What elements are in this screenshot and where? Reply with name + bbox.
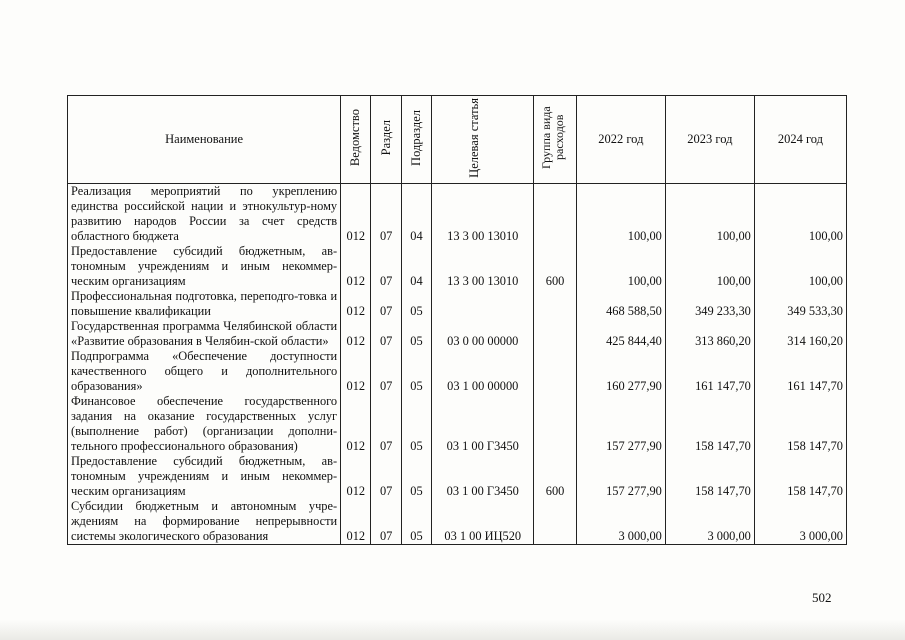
budget-table (67, 95, 847, 545)
row-target: 13 3 00 13010 (432, 184, 534, 245)
row-2023: 313 860,20 (665, 319, 754, 349)
table-row (68, 454, 847, 499)
row-2023: 158 147,70 (665, 394, 754, 454)
row-target: 03 1 00 Г3450 (432, 394, 534, 454)
row-dept: 012 (341, 319, 371, 349)
header-name: Наименование (68, 96, 341, 184)
row-section: 07 (371, 184, 401, 245)
row-name: Реализация мероприятий по укреплению единства российской нации и этнокультур-ному развитию народов России за счет средств областного бюджета (68, 184, 341, 245)
row-2024: 314 160,20 (754, 319, 846, 349)
row-2022: 160 277,90 (576, 349, 665, 394)
row-name: Финансовое обеспечение государственного задания на оказание государственных услуг (выполнение работ) (организации дополни-тельного профессионального образования) (68, 394, 341, 454)
row-group (534, 289, 576, 319)
table-row (68, 349, 847, 394)
table-row (68, 184, 847, 245)
row-target: 03 1 00 Г3450 (432, 454, 534, 499)
row-group (534, 184, 576, 245)
page-bottom-shade (0, 620, 905, 640)
header-group: Группа вида расходов (534, 96, 576, 184)
row-2022: 100,00 (576, 184, 665, 245)
row-target: 13 3 00 13010 (432, 244, 534, 289)
row-target: 03 0 00 00000 (432, 319, 534, 349)
row-subsection: 05 (401, 289, 431, 319)
row-group: 600 (534, 244, 576, 289)
row-subsection: 05 (401, 319, 431, 349)
header-2022: 2022 год (576, 96, 665, 184)
row-2022: 100,00 (576, 244, 665, 289)
row-group: 600 (534, 454, 576, 499)
row-2023: 3 000,00 (665, 499, 754, 545)
table-header-row (68, 96, 847, 184)
row-section: 07 (371, 394, 401, 454)
header-target: Целевая статья (432, 96, 534, 184)
table-row (68, 394, 847, 454)
row-2024: 158 147,70 (754, 394, 846, 454)
row-2024: 349 533,30 (754, 289, 846, 319)
row-2024: 3 000,00 (754, 499, 846, 545)
row-target: 03 1 00 00000 (432, 349, 534, 394)
row-target: 03 1 00 ИЦ520 (432, 499, 534, 545)
row-section: 07 (371, 244, 401, 289)
row-2023: 100,00 (665, 244, 754, 289)
row-name: Предоставление субсидий бюджетным, ав-тономным учреждениям и иным некоммер-ческим организациям (68, 454, 341, 499)
row-name: Субсидии бюджетным и автономным учре-ждениям на формирование непрерывности системы экологического образования (68, 499, 341, 545)
row-2022: 157 277,90 (576, 394, 665, 454)
row-group (534, 319, 576, 349)
row-2024: 100,00 (754, 184, 846, 245)
row-subsection: 04 (401, 184, 431, 245)
row-2023: 100,00 (665, 184, 754, 245)
row-section: 07 (371, 454, 401, 499)
page-number: 502 (812, 590, 832, 605)
row-name: Государственная программа Челябинской области «Развитие образования в Челябин-ской области» (68, 319, 341, 349)
row-section: 07 (371, 349, 401, 394)
row-dept: 012 (341, 349, 371, 394)
row-subsection: 05 (401, 454, 431, 499)
header-2024: 2024 год (754, 96, 846, 184)
row-target (432, 289, 534, 319)
row-2024: 158 147,70 (754, 454, 846, 499)
row-group (534, 394, 576, 454)
row-dept: 012 (341, 244, 371, 289)
row-dept: 012 (341, 394, 371, 454)
row-group (534, 349, 576, 394)
row-section: 07 (371, 319, 401, 349)
row-name: Профессиональная подготовка, переподго-товка и повышение квалификации (68, 289, 341, 319)
row-name: Подпрограмма «Обеспечение доступности качественного общего и дополнительного образования» (68, 349, 341, 394)
row-2024: 100,00 (754, 244, 846, 289)
row-dept: 012 (341, 499, 371, 545)
row-section: 07 (371, 289, 401, 319)
row-group (534, 499, 576, 545)
table-row (68, 289, 847, 319)
header-dept: Ведомство (341, 96, 371, 184)
row-dept: 012 (341, 454, 371, 499)
header-section: Раздел (371, 96, 401, 184)
row-subsection: 05 (401, 394, 431, 454)
row-dept: 012 (341, 184, 371, 245)
row-2022: 468 588,50 (576, 289, 665, 319)
header-2023: 2023 год (665, 96, 754, 184)
row-2023: 349 233,30 (665, 289, 754, 319)
table-row (68, 499, 847, 545)
row-section: 07 (371, 499, 401, 545)
row-2022: 157 277,90 (576, 454, 665, 499)
row-subsection: 05 (401, 499, 431, 545)
table-row (68, 319, 847, 349)
row-name: Предоставление субсидий бюджетным, ав-тономным учреждениям и иным некоммер-ческим организациям (68, 244, 341, 289)
row-2023: 158 147,70 (665, 454, 754, 499)
row-subsection: 05 (401, 349, 431, 394)
row-2023: 161 147,70 (665, 349, 754, 394)
row-2022: 3 000,00 (576, 499, 665, 545)
row-2022: 425 844,40 (576, 319, 665, 349)
row-2024: 161 147,70 (754, 349, 846, 394)
row-subsection: 04 (401, 244, 431, 289)
table-row (68, 244, 847, 289)
header-subsection: Подраздел (401, 96, 431, 184)
row-dept: 012 (341, 289, 371, 319)
